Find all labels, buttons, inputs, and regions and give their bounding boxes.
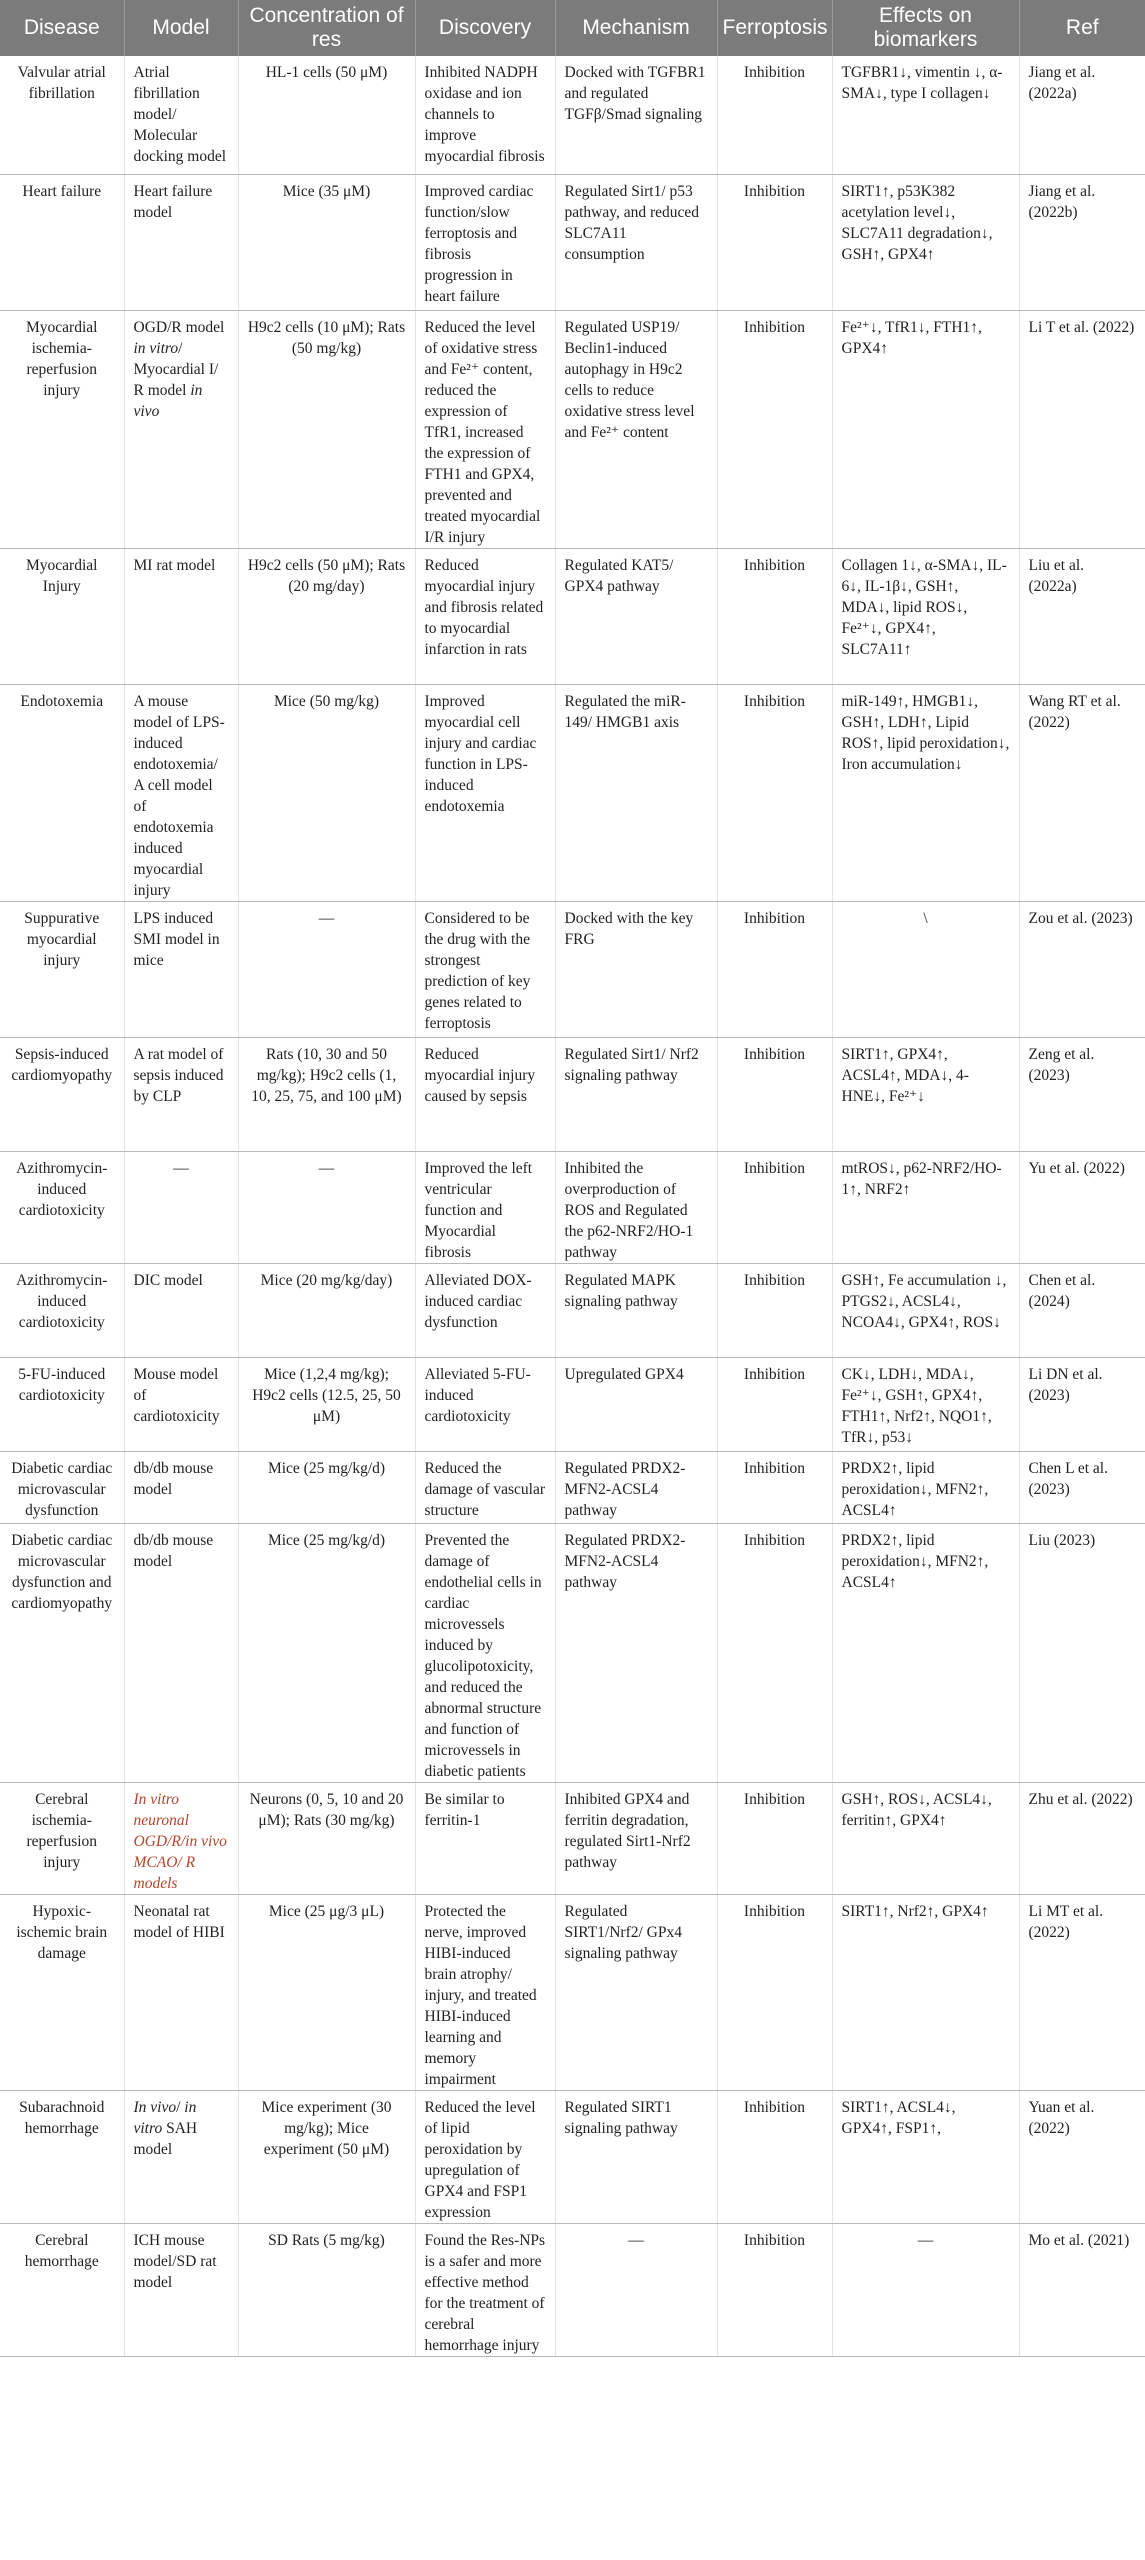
cell-model: Mouse model of cardiotoxicity — [124, 1357, 238, 1451]
table-row — [0, 1894, 1145, 2090]
table-row — [0, 1451, 1145, 1523]
cell-mechanism: Docked with the key FRG — [555, 901, 717, 1037]
model-italic: in vitro — [133, 2098, 197, 2137]
cell-discovery: Found the Res-NPs is a safer and more effective method for the treatment of cerebral hemorrhage injury — [415, 2223, 555, 2356]
cell-effects: \ — [832, 901, 1019, 1037]
cell-discovery: Prevented the damage of endothelial cells in cardiac microvessels induced by glucolipotoxicity, and reduced the abnormal structure and function of microvessels in diabetic patients — [415, 1523, 555, 1782]
cell-model: db/db mouse model — [124, 1523, 238, 1782]
cell-disease: Diabetic cardiac microvascular dysfunction and cardiomyopathy — [0, 1523, 124, 1782]
cell-mechanism: Regulated SIRT1 signaling pathway — [555, 2090, 717, 2223]
cell-discovery: Alleviated DOX-induced cardiac dysfunction — [415, 1263, 555, 1357]
cell-ref: Li T et al. (2022) — [1019, 310, 1145, 548]
cell-effects: SIRT1↑, Nrf2↑, GPX4↑ — [832, 1894, 1019, 2090]
cell-discovery: Inhibited NADPH oxidase and ion channels to improve myocardial fibrosis — [415, 56, 555, 174]
cell-disease: Valvular atrial fibrillation — [0, 56, 124, 174]
cell-ref: Yu et al. (2022) — [1019, 1151, 1145, 1263]
cell-ref: Chen et al. (2024) — [1019, 1263, 1145, 1357]
cell-concentration: Mice (35 μM) — [238, 174, 415, 310]
cell-ferroptosis: Inhibition — [717, 2090, 832, 2223]
cell-model: A mouse model of LPS-induced endotoxemia/ A cell model of endotoxemia induced myocardial injury — [124, 684, 238, 901]
cell-ref: Chen L et al. (2023) — [1019, 1451, 1145, 1523]
cell-discovery: Improved the left ventricular function and Myocardial fibrosis — [415, 1151, 555, 1263]
cell-disease: Endotoxemia — [0, 684, 124, 901]
cell-disease: Azithromycin-induced cardiotoxicity — [0, 1263, 124, 1357]
cell-disease: Myocardial Injury — [0, 548, 124, 684]
cell-discovery: Reduced the damage of vascular structure — [415, 1451, 555, 1523]
cell-ferroptosis: Inhibition — [717, 1151, 832, 1263]
cell-ref: Zeng et al. (2023) — [1019, 1037, 1145, 1151]
table-row — [0, 1523, 1145, 1782]
cell-ref: Li MT et al. (2022) — [1019, 1894, 1145, 2090]
cell-ref: Liu (2023) — [1019, 1523, 1145, 1782]
cell-effects: SIRT1↑, GPX4↑, ACSL4↑, MDA↓, 4-HNE↓, Fe²⁺↓ — [832, 1037, 1019, 1151]
cell-disease: Azithromycin-induced cardiotoxicity — [0, 1151, 124, 1263]
cell-concentration: H9c2 cells (10 μM); Rats (50 mg/kg) — [238, 310, 415, 548]
cell-model: ICH mouse model/SD rat model — [124, 2223, 238, 2356]
cell-mechanism: Docked with TGFBR1 and regulated TGFβ/Smad signaling — [555, 56, 717, 174]
cell-concentration: SD Rats (5 mg/kg) — [238, 2223, 415, 2356]
cell-mechanism: Regulated SIRT1/Nrf2/ GPx4 signaling pathway — [555, 1894, 717, 2090]
cell-ref: Zou et al. (2023) — [1019, 901, 1145, 1037]
table-row — [0, 901, 1145, 1037]
cell-effects: GSH↑, ROS↓, ACSL4↓, ferritin↑, GPX4↑ — [832, 1782, 1019, 1894]
cell-discovery: Protected the nerve, improved HIBI-induced brain atrophy/ injury, and treated HIBI-induced learning and memory impairment — [415, 1894, 555, 2090]
cell-mechanism: Regulated MAPK signaling pathway — [555, 1263, 717, 1357]
cell-ref: Yuan et al. (2022) — [1019, 2090, 1145, 2223]
cell-concentration: Mice (20 mg/kg/day) — [238, 1263, 415, 1357]
cell-effects: TGFBR1↓, vimentin ↓, α-SMA↓, type I collagen↓ — [832, 56, 1019, 174]
cell-concentration: HL-1 cells (50 μM) — [238, 56, 415, 174]
table-row — [0, 56, 1145, 174]
cell-disease: Subarachnoid hemorrhage — [0, 2090, 124, 2223]
table-header — [0, 0, 1145, 56]
cell-ref: Jiang et al. (2022a) — [1019, 56, 1145, 174]
cell-mechanism: Regulated the miR-149/ HMGB1 axis — [555, 684, 717, 901]
cell-ferroptosis: Inhibition — [717, 310, 832, 548]
table-body — [0, 56, 1145, 2356]
cell-ref: Li DN et al. (2023) — [1019, 1357, 1145, 1451]
cell-ref: Mo et al. (2021) — [1019, 2223, 1145, 2356]
cell-ferroptosis: Inhibition — [717, 1782, 832, 1894]
cell-disease: 5-FU-induced cardiotoxicity — [0, 1357, 124, 1451]
cell-concentration: — — [238, 1151, 415, 1263]
model-text: SAH model — [133, 2119, 198, 2158]
cell-effects: Collagen 1↓, α-SMA↓, IL-6↓, IL-1β↓, GSH↑, MDA↓, lipid ROS↓, Fe²⁺↓, GPX4↑, SLC7A11↑ — [832, 548, 1019, 684]
cell-concentration: Rats (10, 30 and 50 mg/kg); H9c2 cells (1, 10, 25, 75, and 100 μM) — [238, 1037, 415, 1151]
cell-ref: Wang RT et al. (2022) — [1019, 684, 1145, 901]
table-row — [0, 2223, 1145, 2356]
table-row — [0, 1782, 1145, 1894]
cell-mechanism: Regulated PRDX2-MFN2-ACSL4 pathway — [555, 1451, 717, 1523]
cell-discovery: Reduced myocardial injury and fibrosis related to myocardial infarction in rats — [415, 548, 555, 684]
table-row — [0, 548, 1145, 684]
cell-effects: CK↓, LDH↓, MDA↓, Fe²⁺↓, GSH↑, GPX4↑, FTH1↑, Nrf2↑, NQO1↑, TfR↓, p53↓ — [832, 1357, 1019, 1451]
cell-ferroptosis: Inhibition — [717, 1523, 832, 1782]
cell-ferroptosis: Inhibition — [717, 1894, 832, 2090]
table-row — [0, 310, 1145, 548]
cell-model: LPS induced SMI model in mice — [124, 901, 238, 1037]
cell-effects: miR-149↑, HMGB1↓, GSH↑, LDH↑, Lipid ROS↑, lipid peroxidation↓, Iron accumulation↓ — [832, 684, 1019, 901]
cell-concentration: Mice (25 mg/kg/d) — [238, 1451, 415, 1523]
cell-ferroptosis: Inhibition — [717, 174, 832, 310]
cell-ref: Zhu et al. (2022) — [1019, 1782, 1145, 1894]
cell-discovery: Reduced the level of lipid peroxidation by upregulation of GPX4 and FSP1 expression — [415, 2090, 555, 2223]
cell-mechanism: Regulated Sirt1/ Nrf2 signaling pathway — [555, 1037, 717, 1151]
cell-ferroptosis: Inhibition — [717, 1451, 832, 1523]
cell-model: MI rat model — [124, 548, 238, 684]
cell-ferroptosis: Inhibition — [717, 56, 832, 174]
model-italic: in vivo — [133, 381, 203, 420]
cell-mechanism: — — [555, 2223, 717, 2356]
cell-disease: Hypoxic-ischemic brain damage — [0, 1894, 124, 2090]
cell-mechanism: Upregulated GPX4 — [555, 1357, 717, 1451]
cell-disease: Suppurative myocardial injury — [0, 901, 124, 1037]
table-row — [0, 1357, 1145, 1451]
cell-concentration: Neurons (0, 5, 10 and 20 μM); Rats (30 mg/kg) — [238, 1782, 415, 1894]
cell-model: Neonatal rat model of HIBI — [124, 1894, 238, 2090]
cell-effects: PRDX2↑, lipid peroxidation↓, MFN2↑, ACSL4↑ — [832, 1523, 1019, 1782]
table-row — [0, 174, 1145, 310]
cell-ferroptosis: Inhibition — [717, 548, 832, 684]
cell-concentration: Mice (1,2,4 mg/kg); H9c2 cells (12.5, 25, 50 μM) — [238, 1357, 415, 1451]
cell-model: A rat model of sepsis induced by CLP — [124, 1037, 238, 1151]
cell-model: DIC model — [124, 1263, 238, 1357]
cell-effects: Fe²⁺↓, TfR1↓, FTH1↑, GPX4↑ — [832, 310, 1019, 548]
model-text: / — [176, 2098, 185, 2116]
header-model: Model — [124, 0, 238, 56]
cell-discovery: Be similar to ferritin-1 — [415, 1782, 555, 1894]
cell-mechanism: Inhibited GPX4 and ferritin degradation, regulated Sirt1-Nrf2 pathway — [555, 1782, 717, 1894]
cell-ferroptosis: Inhibition — [717, 1037, 832, 1151]
cell-ferroptosis: Inhibition — [717, 684, 832, 901]
cell-disease: Cerebral hemorrhage — [0, 2223, 124, 2356]
cell-mechanism: Inhibited the overproduction of ROS and Regulated the p62-NRF2/HO-1 pathway — [555, 1151, 717, 1263]
header-concentration: Concentration of res — [238, 0, 415, 56]
table-row — [0, 684, 1145, 901]
cell-disease: Cerebral ischemia-reperfusion injury — [0, 1782, 124, 1894]
cell-discovery: Alleviated 5-FU-induced cardiotoxicity — [415, 1357, 555, 1451]
model-italic: in vitro — [133, 339, 179, 357]
cell-concentration: Mice (25 mg/kg/d) — [238, 1523, 415, 1782]
cell-model: — — [124, 1151, 238, 1263]
header-row — [0, 0, 1145, 56]
model-text: / Myocardial I/ R model — [133, 339, 219, 399]
cell-effects: — — [832, 2223, 1019, 2356]
cell-effects: SIRT1↑, p53K382 acetylation level↓, SLC7A11 degradation↓, GSH↑, GPX4↑ — [832, 174, 1019, 310]
cell-disease: Myocardial ischemia-reperfusion injury — [0, 310, 124, 548]
cell-concentration: — — [238, 901, 415, 1037]
table-row — [0, 1151, 1145, 1263]
table-row — [0, 2090, 1145, 2223]
cell-model: db/db mouse model — [124, 1451, 238, 1523]
cell-discovery: Improved myocardial cell injury and cardiac function in LPS-induced endotoxemia — [415, 684, 555, 901]
header-discovery: Discovery — [415, 0, 555, 56]
cell-mechanism: Regulated USP19/ Beclin1-induced autophagy in H9c2 cells to reduce oxidative stress level and Fe²⁺ content — [555, 310, 717, 548]
cell-effects: mtROS↓, p62-NRF2/HO-1↑, NRF2↑ — [832, 1151, 1019, 1263]
model-text: OGD/R model — [133, 318, 225, 336]
header-disease: Disease — [0, 0, 124, 56]
header-effects: Effects on biomarkers — [832, 0, 1019, 56]
header-ref: Ref — [1019, 0, 1145, 56]
header-mechanism: Mechanism — [555, 0, 717, 56]
cell-ref: Jiang et al. (2022b) — [1019, 174, 1145, 310]
cell-discovery: Reduced myocardial injury caused by sepsis — [415, 1037, 555, 1151]
cell-mechanism: Regulated PRDX2-MFN2-ACSL4 pathway — [555, 1523, 717, 1782]
cell-model — [124, 310, 238, 548]
cell-concentration: H9c2 cells (50 μM); Rats (20 mg/day) — [238, 548, 415, 684]
table-row — [0, 1037, 1145, 1151]
cell-mechanism: Regulated Sirt1/ p53 pathway, and reduced SLC7A11 consumption — [555, 174, 717, 310]
header-ferroptosis: Ferroptosis — [717, 0, 832, 56]
cell-ref: Liu et al. (2022a) — [1019, 548, 1145, 684]
cell-discovery: Improved cardiac function/slow ferroptosis and fibrosis progression in heart failure — [415, 174, 555, 310]
cell-disease: Diabetic cardiac microvascular dysfunction — [0, 1451, 124, 1523]
cell-model: Atrial fibrillation model/ Molecular docking model — [124, 56, 238, 174]
cell-model — [124, 2090, 238, 2223]
cell-disease: Heart failure — [0, 174, 124, 310]
cell-discovery: Reduced the level of oxidative stress and Fe²⁺ content, reduced the expression of TfR1, increased the expression of FTH1 and GPX4, prevented and treated myocardial I/R injury — [415, 310, 555, 548]
cell-concentration: Mice (50 mg/kg) — [238, 684, 415, 901]
cell-effects: SIRT1↑, ACSL4↓, GPX4↑, FSP1↑, — [832, 2090, 1019, 2223]
model-italic: In vivo — [133, 2098, 177, 2116]
cell-effects: GSH↑, Fe accumulation ↓, PTGS2↓, ACSL4↓, NCOA4↓, GPX4↑, ROS↓ — [832, 1263, 1019, 1357]
cell-disease: Sepsis-induced cardiomyopathy — [0, 1037, 124, 1151]
cell-effects: PRDX2↑, lipid peroxidation↓, MFN2↑, ACSL4↑ — [832, 1451, 1019, 1523]
cell-model: Heart failure model — [124, 174, 238, 310]
cell-ferroptosis: Inhibition — [717, 1357, 832, 1451]
cell-ferroptosis: Inhibition — [717, 1263, 832, 1357]
cell-concentration: Mice experiment (30 mg/kg); Mice experiment (50 μM) — [238, 2090, 415, 2223]
cell-mechanism: Regulated KAT5/ GPX4 pathway — [555, 548, 717, 684]
table-row — [0, 1263, 1145, 1357]
cell-model: In vitro neuronal OGD/R/in vivo MCAO/ R models — [124, 1782, 238, 1894]
cell-ferroptosis: Inhibition — [717, 901, 832, 1037]
cell-discovery: Considered to be the drug with the strongest prediction of key genes related to ferroptosis — [415, 901, 555, 1037]
cell-concentration: Mice (25 μg/3 μL) — [238, 1894, 415, 2090]
cell-ferroptosis: Inhibition — [717, 2223, 832, 2356]
